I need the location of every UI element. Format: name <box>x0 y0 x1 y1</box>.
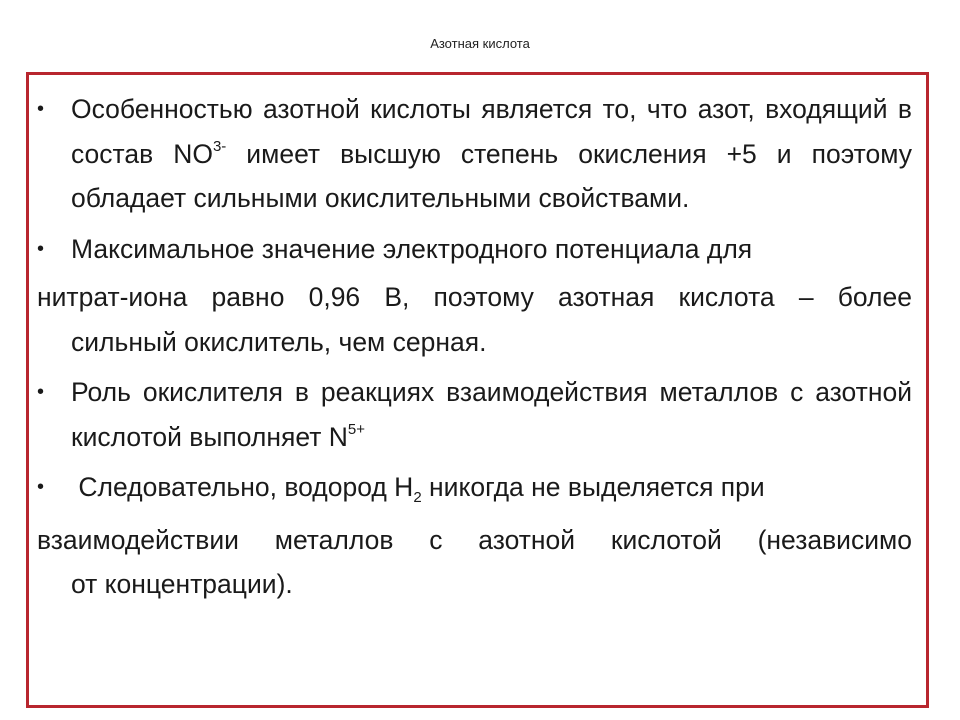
bullet-paragraph-2 <box>37 227 912 272</box>
bullet-paragraph-1 <box>37 87 912 221</box>
paragraph-4-line-3: от концентрации). <box>71 569 293 599</box>
paragraph-3-superscript: 5+ <box>347 420 365 438</box>
paragraph-4-subscript: 2 <box>413 489 422 506</box>
paragraph-4-text: Следовательно, водород H <box>71 472 414 502</box>
paragraph-1-text-end: имеет высшую степень окисления +5 и поэтому обладает сильными окислительными свойствами. <box>71 138 912 213</box>
bullet-icon: • <box>37 237 45 260</box>
paragraph-4-line-2: взаимодействии металлов с азотной кислотой (независимо <box>37 524 912 555</box>
paragraph-4-text-end: никогда не выделяется при <box>421 472 765 502</box>
bullet-icon: • <box>37 381 45 403</box>
paragraph-2-line-1: Максимальное значение электродного потенциала для <box>71 233 753 264</box>
bullet-paragraph-4 <box>37 465 912 510</box>
paragraph-2-line-2: нитрат-иона равно 0,96 В, поэтому азотная кислота – более <box>37 282 912 312</box>
paragraph-1-text: Особенностью азотной кислоты является то, что азот, входящий в состав NO <box>71 94 912 169</box>
paragraph-3-text: Роль окислителя в реакциях взаимодействия металлов с азотной кислотой выполняет N <box>71 377 912 452</box>
slide-body <box>37 87 912 607</box>
paragraph-2-line-3: сильный окислитель, чем серная. <box>71 326 487 357</box>
paragraph-4-continuation <box>37 518 912 607</box>
bullet-icon: • <box>37 476 45 498</box>
content-frame <box>26 72 929 708</box>
bullet-paragraph-3 <box>37 370 912 459</box>
paragraph-2-continuation <box>37 275 912 364</box>
bullet-icon: • <box>37 98 45 120</box>
slide-title: Азотная кислота <box>430 36 530 51</box>
paragraph-1-superscript: 3- <box>212 137 227 155</box>
